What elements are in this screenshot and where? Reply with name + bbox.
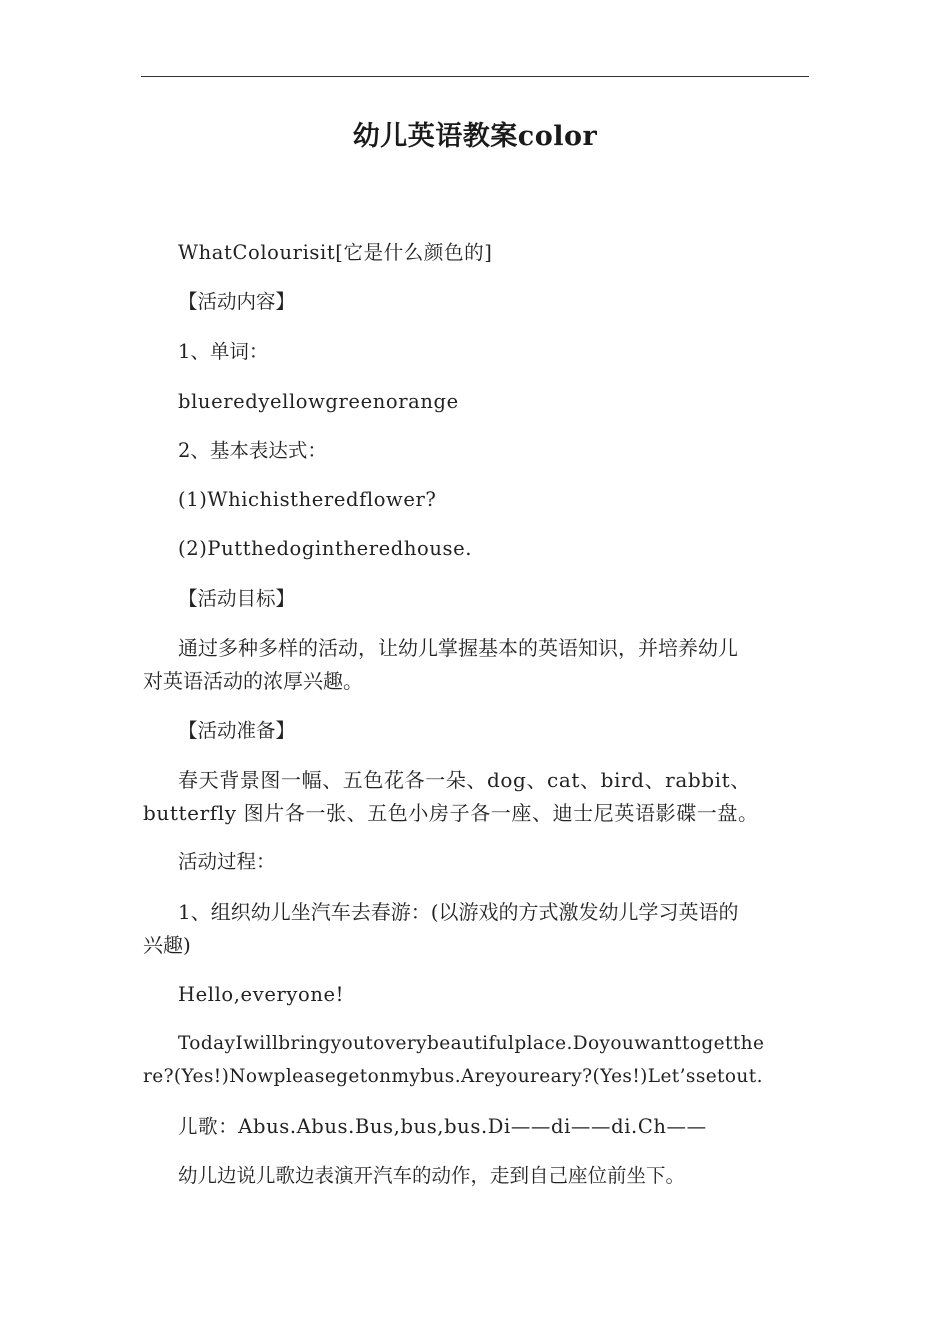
item-expressions-label: 2、基本表达式： [178,439,327,462]
expression-2: (2)Putthedogintheredhouse. [178,537,473,560]
header-rule [141,76,809,77]
prep-paragraph-line-2: butterfly 图片各一张、五色小房子各一座、迪士尼英语影碟一盘。 [143,801,759,825]
vocabulary-words: blueredyellowgreenorange [178,390,459,413]
step1-line-2: 兴趣) [143,933,191,957]
prep-paragraph-line-1: 春天背景图一幅、五色花各一朵、dog、cat、bird、rabbit、 [178,768,751,792]
expression-1: (1)Whichistheredflower? [178,488,437,511]
section-heading-content: 【活动内容】 [178,290,296,313]
song-line: 儿歌：Abus.Abus.Bus,bus,bus.Di——di——di.Ch—— [178,1115,707,1138]
section-heading-goal: 【活动目标】 [178,587,296,610]
item-words-label: 1、单词： [178,340,269,363]
process-label: 活动过程： [178,850,276,873]
lesson-subtitle: WhatColourisit[它是什么颜色的] [178,241,493,264]
section-heading-prep: 【活动准备】 [178,719,296,742]
goal-paragraph-line-1: 通过多种多样的活动，让幼儿掌握基本的英语知识，并培养幼儿 [178,636,738,660]
document-title: 幼儿英语教案color [352,121,598,152]
goal-paragraph-line-2: 对英语活动的浓厚兴趣。 [143,669,363,693]
step1-line-1: 1、组织幼儿坐汽车去春游：(以游戏的方式激发幼儿学习英语的 [178,900,739,924]
greeting-line: Hello,everyone! [178,983,345,1006]
final-line: 幼儿边说儿歌边表演开汽车的动作，走到自己座位前坐下。 [178,1164,686,1187]
dialogue-line-1: TodayIwillbringyoutoverybeautifulplace.Doyouwanttogetthe [178,1033,765,1054]
dialogue-line-2: re?(Yes!)Nowpleasegetonmybus.Areyoureary?(Yes!)Let’ssetout. [143,1066,763,1087]
